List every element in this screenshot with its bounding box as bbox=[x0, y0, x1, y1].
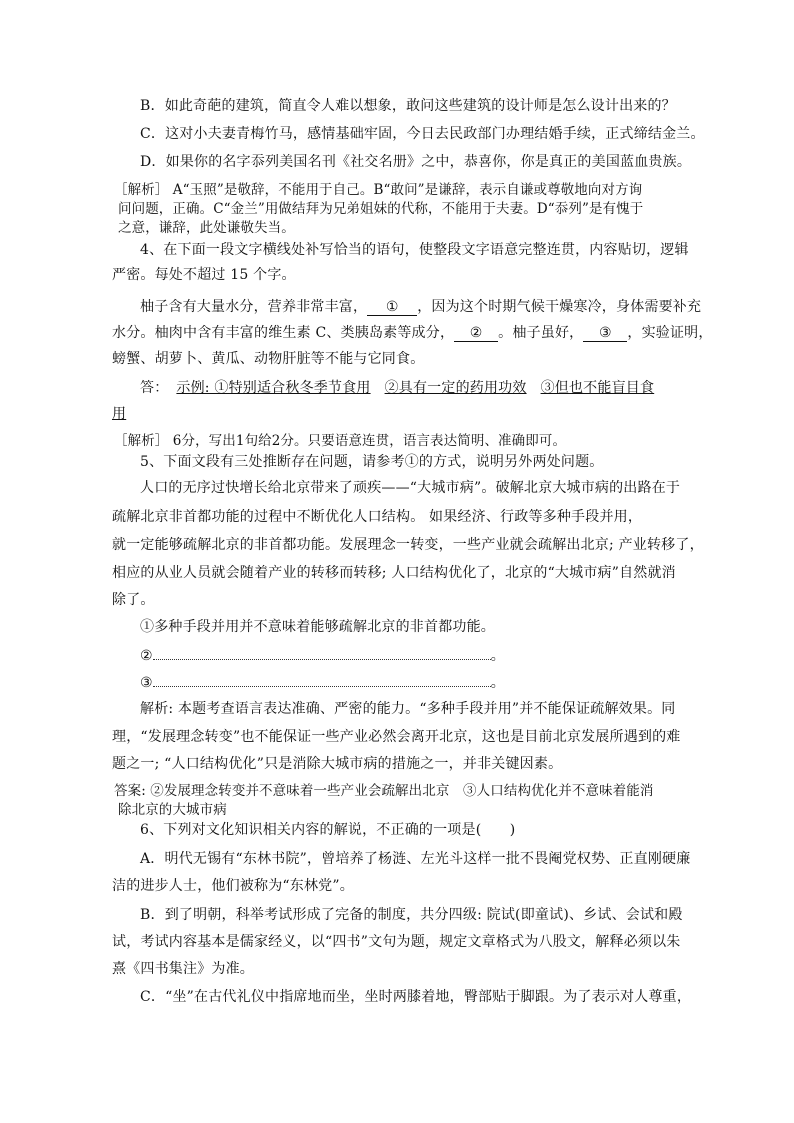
q4-blank-3: ③ bbox=[583, 325, 627, 342]
q5-passage-line-3: 就一定能够疏解北京的非首都功能。发展理念一转变，一些产业就会疏解出北京; 产业转移了， bbox=[112, 537, 704, 553]
q4-answer-line-1 bbox=[140, 378, 654, 398]
q5-item-2-label: ② bbox=[140, 648, 153, 664]
q4-passage-line-2 bbox=[112, 323, 713, 343]
q3-option-b: B．如此奇葩的建筑，简直令人难以想象，敢问这些建筑的设计师是怎么设计出来的？ bbox=[140, 98, 676, 114]
q5-answer-line-1: 答案: ②发展理念转变并不意味着一些产业会疏解出北京 ③人口结构优化并不意味着能消 bbox=[114, 783, 654, 799]
q6-option-c-line-1: C．“坐”在古代礼仪中指席地而坐，坐时两膝着地，臀部贴于脚跟。为了表示对人尊重， bbox=[140, 989, 692, 1005]
q5-item-3-label: ③ bbox=[140, 675, 153, 691]
q6-option-b-line-1: B．到了明朝，科举考试形成了完备的制度，共分四级: 院试(即童试)、乡试、会试和殿 bbox=[140, 907, 683, 923]
q5-item-1: ①多种手段并用并不意味着能够疏解北京的非首都功能。 bbox=[140, 619, 495, 635]
q4-answer-3: ③但也不能盲目食 bbox=[540, 380, 655, 396]
q6-stem: 6、下列对文化知识相关内容的解说，不正确的一项是( ) bbox=[140, 822, 516, 838]
q3-option-c: C．这对小夫妻青梅竹马，感情基础牢固，今日去民政部门办理结婚手续，正式缔结金兰。 bbox=[140, 126, 705, 142]
q6-option-a-line-2: 洁的进步人士，他们被称为“东林党”。 bbox=[112, 878, 354, 894]
q4-passage-text: 。柚子虽好， bbox=[498, 325, 584, 341]
q3-analysis-line-1: ［解析］ A“玉照”是敬辞，不能用于自己。B“敢问”是谦辞，表示自谦或尊敬地向对方询 bbox=[114, 182, 643, 198]
q4-answer-line-2 bbox=[112, 404, 138, 424]
q4-passage-text: 柚子含有大量水分，营养非常丰富， bbox=[140, 299, 368, 315]
q6-option-b-line-2: 试，考试内容基本是儒家经义，以“四书”文句为题，规定文章格式为八股文，解释必须以朱 bbox=[112, 934, 681, 950]
q4-answer-3-cont: 用 bbox=[112, 406, 127, 422]
q5-passage-line-2: 疏解北京非首都功能的过程中不断优化人口结构。 如果经济、行政等多种手段并用， bbox=[112, 509, 643, 525]
q4-stem-line-1: 4、在下面一段文字横线处补写恰当的语句，使整段文字语意完整连贯，内容贴切，逻辑 bbox=[140, 242, 689, 258]
q6-option-b-line-3: 熹《四书集注》为准。 bbox=[112, 961, 254, 977]
q4-passage-line-3: 螃蟹、胡萝卜、黄瓜、动物肝脏等不能与它同食。 bbox=[112, 351, 425, 367]
q4-blank-2: ② bbox=[454, 325, 498, 342]
q4-passage-text: 水分。柚肉中含有丰富的维生素 C、类胰岛素等成分， bbox=[112, 325, 455, 341]
q5-item-3-period: 。 bbox=[490, 675, 505, 691]
q3-analysis-line-2: 问问题，正确。C“金兰”用做结拜为兄弟姐妹的代称，不能用于夫妻。D“忝列”是有愧于 bbox=[118, 201, 644, 217]
q5-passage-line-5: 除了。 bbox=[112, 592, 155, 608]
q5-passage-line-1: 人口的无序过快增长给北京带来了顽疾——“大城市病”。破解北京大城市病的出路在于 bbox=[140, 480, 681, 496]
q4-passage-text: ，实验证明， bbox=[627, 325, 713, 341]
q5-explanation-line-3: 题之一; “人口结构优化”只是消除大城市病的措施之一，并非关键因素。 bbox=[112, 756, 563, 772]
q5-stem: 5、下面文段有三处推断存在问题，请参考①的方式，说明另外两处问题。 bbox=[140, 454, 604, 470]
q4-analysis: ［解析］ 6分，写出1句给2分。只要语意连贯，语言表达简明、准确即可。 bbox=[114, 433, 567, 449]
q4-answer-label: 答： bbox=[140, 380, 169, 396]
q6-option-a-line-1: A．明代无锡有“东林书院”，曾培养了杨涟、左光斗这样一批不畏阉党权势、正直刚硬廉 bbox=[140, 851, 691, 867]
q5-item-3 bbox=[140, 672, 505, 693]
q5-answer-line-2-text: 除北京的大城市病 bbox=[118, 802, 227, 818]
q5-passage-line-4: 相应的从业人员就会随着产业的转移而转移; 人口结构优化了，北京的“大城市病”自然就消 bbox=[112, 565, 676, 581]
q4-passage-text: ，因为这个时期气候干燥寒冷，身体需要补充 bbox=[417, 299, 702, 315]
q5-explanation-line-1: 解析: 本题考查语言表达准确、严密的能力。“多种手段并用”并不能保证疏解效果。同 bbox=[140, 701, 676, 717]
q4-answer-1: 示例: ①特别适合秋冬季节食用 bbox=[176, 380, 371, 396]
q5-item-2 bbox=[140, 645, 505, 666]
q3-analysis-line-3: 之意，谦辞，此处谦敬失当。 bbox=[118, 220, 295, 236]
q4-answer-2: ②具有一定的药用功效 bbox=[384, 380, 527, 396]
q4-stem-line-2: 严密。每处不超过 15 个字。 bbox=[112, 267, 296, 283]
q5-answer-line-3 bbox=[153, 672, 491, 687]
q5-item-2-period: 。 bbox=[490, 648, 505, 664]
q5-answer-line-2 bbox=[153, 645, 491, 660]
q4-passage-line-1 bbox=[140, 297, 701, 317]
q3-option-d: D．如果你的名字忝列美国名刊《社交名册》之中，恭喜你，你是真正的美国蓝血贵族。 bbox=[140, 154, 692, 170]
q4-blank-1: ① bbox=[367, 299, 417, 316]
q5-explanation-line-2: 理，“发展理念转变”也不能保证一些产业必然会离开北京，这也是目前北京发展所遇到的难 bbox=[112, 729, 681, 745]
